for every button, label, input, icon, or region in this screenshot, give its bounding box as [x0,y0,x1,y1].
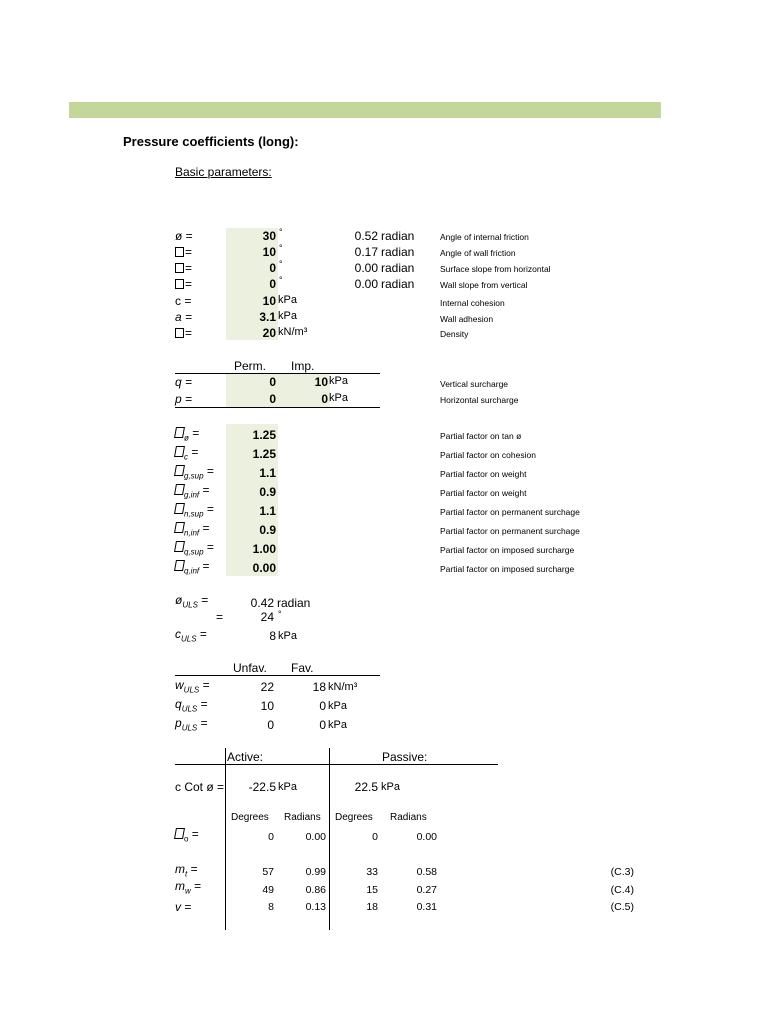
factor-description: Partial factor on imposed surcharge [440,564,575,574]
active-radians-value: 0.86 [305,884,326,896]
param-value[interactable]: 10 [262,245,276,259]
ccot-active-value: -22.5 [248,780,276,794]
ccot-active-unit: kPa [278,781,297,793]
states-header-rule [175,764,498,765]
surcharge-top-rule [175,373,380,374]
active-radians-value: 0.13 [305,901,326,913]
param-description: Internal cohesion [440,298,505,308]
passive-radians-value: 0.58 [416,866,437,878]
ccot-passive-value: 22.5 [354,780,378,794]
surcharge-bottom-rule [175,407,380,408]
param-unit: ° [279,227,283,237]
param-value[interactable]: 0 [269,277,276,291]
param-unit: kPa [278,294,297,306]
uls-unfav-value: 0 [267,718,274,732]
active-degrees-header: Degrees [231,812,269,823]
param-radian-value: 0.52 [354,229,378,243]
uls-fav-value: 0 [319,699,326,713]
active-column-divider [225,748,226,930]
passive-radians-value: 0.27 [416,884,437,896]
equation-reference: (C.5) [610,901,634,913]
param-value[interactable]: 30 [262,229,276,243]
equation-reference: (C.3) [610,866,634,878]
active-radians-value: 0.00 [305,831,326,843]
param-radian-unit: radian [381,229,415,243]
missing-glyph-icon [175,279,184,289]
param-unit: ° [279,243,283,253]
section-title: Pressure coefficients (long): [123,134,299,149]
column-header-perm: Perm. [234,359,267,373]
param-radian-value: 0.00 [354,277,378,291]
uls-loads-top-rule [175,675,380,676]
param-unit: kN/m³ [278,326,308,338]
uls-unfav-value: 22 [260,680,274,694]
surcharge-imp-value[interactable]: 10 [314,375,328,389]
param-value[interactable]: 0 [269,261,276,275]
uls-unfav-value: 10 [260,699,274,713]
column-header-unfav: Unfav. [233,661,267,675]
factor-description: Partial factor on permanent surchage [440,526,580,536]
c-uls-label: $c_{ULS}$ = [175,627,207,644]
ccot-label: c Cot ø = [175,780,225,794]
passive-column-divider [329,748,330,930]
factor-value[interactable]: 1.25 [252,428,276,442]
factor-value[interactable]: 0.9 [259,485,276,499]
param-symbol: a = [175,310,193,324]
param-value[interactable]: 10 [262,294,276,308]
factor-value[interactable]: 1.25 [252,447,276,461]
factor-value[interactable]: 0.9 [259,523,276,537]
param-radian-value: 0.17 [354,245,378,259]
param-value[interactable]: 3.1 [259,310,276,324]
passive-radians-header: Radians [390,812,427,823]
factor-description: Partial factor on imposed surcharge [440,545,575,555]
active-radians-header: Radians [284,812,321,823]
passive-degrees-value: 15 [366,884,378,896]
uls-fav-value: 18 [312,680,326,694]
basic-parameters-heading: Basic parameters: [175,165,272,179]
uls-unit: kN/m³ [328,681,358,693]
c-uls-value: 8 [269,629,276,643]
phi-uls-label: $ø_{ULS}$ = [175,593,209,610]
param-unit: kPa [278,310,297,322]
param-symbol: c = [175,294,192,308]
factor-value[interactable]: 0.00 [252,561,276,575]
c-uls-unit: kPa [278,630,297,642]
surcharge-imp-value[interactable]: 0 [321,392,328,406]
missing-glyph-icon [175,263,184,273]
factor-value[interactable]: 1.00 [252,542,276,556]
uls-unit: kPa [328,719,347,731]
surcharge-description: Horizontal surcharge [440,395,519,405]
active-heading: Active: [227,750,264,764]
active-degrees-value: 0 [268,831,274,843]
phi-uls-degree-unit: ° [278,609,282,619]
missing-glyph-icon [175,247,184,257]
active-degrees-value: 57 [262,866,274,878]
param-unit: ° [279,275,283,285]
factor-description: Partial factor on weight [440,488,527,498]
factor-description: Partial factor on cohesion [440,450,536,460]
missing-glyph-icon [175,328,184,338]
active-degrees-value: 8 [268,901,274,913]
header-band [69,102,661,118]
param-radian-unit: radian [381,261,415,275]
factor-description: Partial factor on tan ø [440,431,522,441]
surcharge-perm-value[interactable]: 0 [269,375,276,389]
param-description: Wall slope from vertical [440,280,528,290]
param-description: Angle of wall friction [440,248,516,258]
equation-reference: (C.4) [610,884,634,896]
factor-description: Partial factor on weight [440,469,527,479]
param-value[interactable]: 20 [262,326,276,340]
factor-value[interactable]: 1.1 [259,504,276,518]
param-description: Surface slope from horizontal [440,264,551,274]
surcharge-unit: kPa [329,392,348,404]
surcharge-unit: kPa [329,375,348,387]
param-symbol: ø = [175,229,193,243]
phi-uls-radian: 0.42 [250,596,274,610]
param-symbol: = [185,326,193,340]
phi-uls-degrees: 24 [260,610,274,624]
factor-description: Partial factor on permanent surchage [440,507,580,517]
param-symbol: = [185,277,193,291]
surcharge-symbol: q = [175,375,193,389]
passive-degrees-value: 0 [372,831,378,843]
param-symbol: = [185,261,193,275]
ccot-passive-unit: kPa [381,781,400,793]
uls-fav-value: 0 [319,718,326,732]
param-description: Angle of internal friction [440,232,529,242]
param-unit: ° [279,259,283,269]
passive-degrees-value: 33 [366,866,378,878]
column-header-fav: Fav. [291,661,314,675]
param-radian-value: 0.00 [354,261,378,275]
phi-uls-radian-unit: radian [277,596,311,610]
surcharge-symbol: p = [175,392,193,406]
param-radian-unit: radian [381,245,415,259]
param-description: Wall adhesion [440,314,494,324]
factor-value[interactable]: 1.1 [259,466,276,480]
active-degrees-value: 49 [262,884,274,896]
passive-radians-value: 0.00 [416,831,437,843]
surcharge-perm-value[interactable]: 0 [269,392,276,406]
surcharge-description: Vertical surcharge [440,379,509,389]
equals-sign: = [216,610,224,624]
param-symbol: = [185,245,193,259]
column-header-imp: Imp. [291,359,315,373]
param-description: Density [440,329,469,339]
passive-degrees-value: 18 [366,901,378,913]
active-radians-value: 0.99 [305,866,326,878]
uls-unit: kPa [328,700,347,712]
passive-degrees-header: Degrees [335,812,373,823]
passive-heading: Passive: [382,750,428,764]
param-radian-unit: radian [381,277,415,291]
passive-radians-value: 0.31 [416,901,437,913]
